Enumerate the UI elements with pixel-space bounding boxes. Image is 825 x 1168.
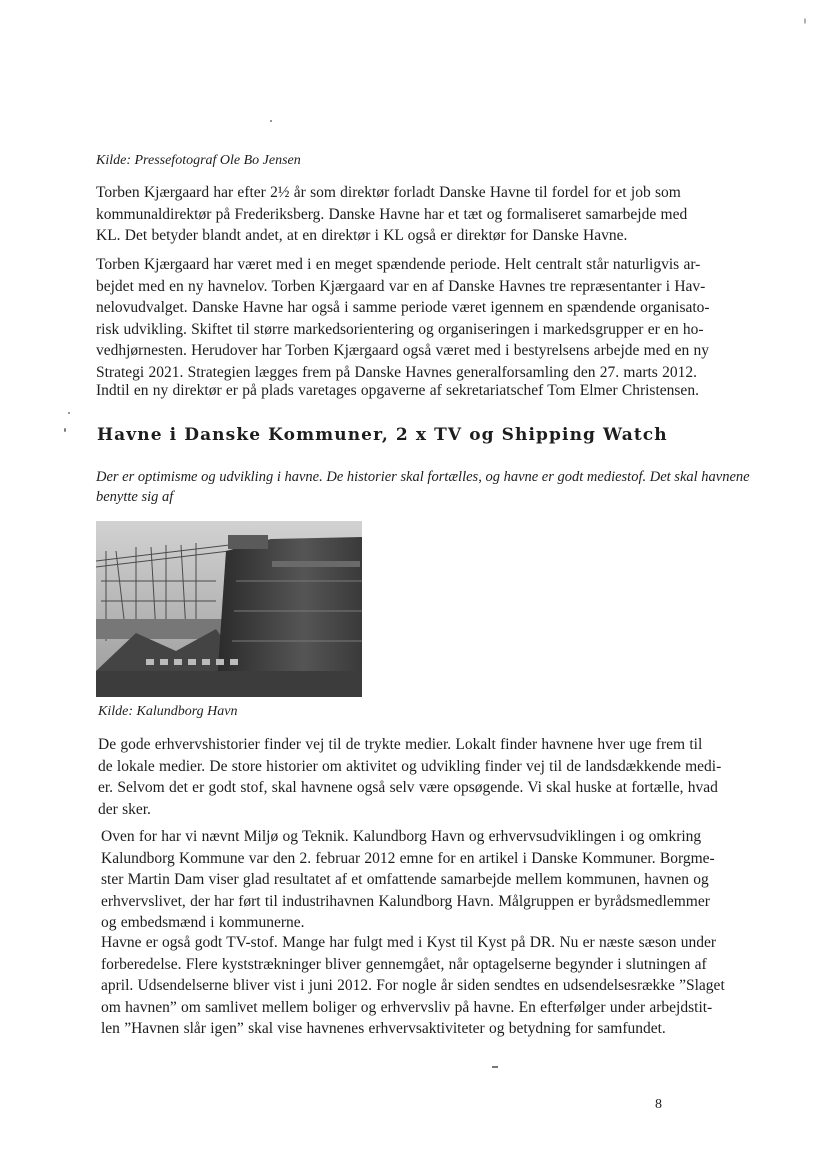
harbor-photo [96, 521, 362, 697]
text-line: kommunaldirektør på Frederiksberg. Danske Havne har et tæt og formaliseret samarbejde med [96, 205, 688, 223]
text-line: De gode erhvervshistorier finder vej til de trykte medier. Lokalt finder havnene hver uge frem til [98, 736, 703, 753]
paragraph-media [98, 734, 738, 820]
text-line: Torben Kjærgaard har efter 2½ år som direktør forladt Danske Havne til fordel for et job som [96, 184, 681, 201]
text-line: ster Martin Dam viser glad resultatet af et omfattende samarbejde mellem kommunen, havnen og [101, 871, 709, 888]
scan-speck [68, 412, 70, 414]
text-line: forberedelse. Flere kyststrækninger bliver gennemgået, når optagelserne begynder i slutningen af [101, 955, 707, 973]
text-line: Torben Kjærgaard har været med i en meget spændende periode. Helt centralt står naturligvis ar- [96, 256, 701, 273]
text-line: Oven for har vi nævnt Miljø og Teknik. Kalundborg Havn og erhvervsudviklingen i og omkring [101, 828, 702, 845]
section-heading: Havne i Danske Kommuner, 2 x TV og Shipping Watch [97, 425, 668, 445]
text-line: erhvervslivet, der har ført til industrihavnen Kalundborg Havn. Målgruppen er byrådsmedlemmer [101, 892, 710, 910]
text-line: Havne er også godt TV-stof. Mange har fulgt med i Kyst til Kyst på DR. Nu er næste sæson under [101, 934, 717, 951]
paragraph-tv [101, 932, 741, 1040]
page-number: 8 [655, 1097, 662, 1112]
text-line: bejdet med en ny havnelov. Torben Kjærgaard var en af Danske Havnes tre repræsentanter i Hav- [96, 277, 706, 295]
paragraph-director-leaves [96, 182, 721, 247]
text-line: len ”Havnen slår igen” skal vise havnenes erhvervsaktiviteter og betydning for samfundet. [101, 1020, 666, 1037]
lead-line: benytte sig af [96, 489, 174, 505]
paragraph-period [96, 254, 721, 383]
text-line: og embedsmænd i kommunerne. [101, 914, 305, 931]
text-line: vedhjørnesten. Herudover har Torben Kjærgaard også været med i bestyrelsens arbejde med en ny [96, 342, 710, 359]
text-line: Kalundborg Kommune var den 2. februar 2012 emne for en artikel i Danske Kommuner. Borgme- [101, 849, 715, 867]
scan-speck [270, 120, 272, 122]
scan-speck [804, 18, 806, 24]
text-line: risk udvikling. Skiftet til større markedsorientering og organiseringen i markedsgrupper er en ho- [96, 320, 704, 338]
section-lead [96, 467, 750, 507]
text-line: om havnen” om samlivet mellem boliger og erhvervsliv på havne. En efterfølger under arbejdstit- [101, 998, 713, 1016]
text-line: KL. Det betyder blandt andet, at en direktør i KL også er direktør for Danske Havne. [96, 227, 628, 244]
scan-speck [492, 1066, 498, 1068]
text-line: er. Selvom det er godt stof, skal havnene også selv være opsøgende. Vi skal huske at fortælle, hvad [98, 779, 718, 796]
paragraph-interim [96, 380, 736, 402]
photo-caption-kalundborg: Kilde: Kalundborg Havn [98, 704, 238, 719]
text-line: de lokale medier. De store historier om aktivitet og udvikling finder vej til de landsdækkende medi- [98, 757, 722, 775]
photo-caption-press: Kilde: Pressefotograf Ole Bo Jensen [96, 153, 301, 168]
paragraph-kalundborg [101, 826, 741, 934]
text-line: april. Udsendelserne bliver vist i juni 2012. For nogle år siden sendtes en udsendelsesrække ”Slaget [101, 977, 725, 994]
text-line: Indtil en ny direktør er på plads varetages opgaverne af sekretariatschef Tom Elmer Christensen. [96, 382, 699, 399]
text-line: Strategi 2021. Strategien lægges frem på Danske Havnes generalforsamling den 27. marts 2012. [96, 363, 697, 381]
text-line: der sker. [98, 800, 151, 818]
scan-speck [64, 428, 66, 432]
lead-line: Der er optimisme og udvikling i havne. De historier skal fortælles, og havne er godt mediestof. Det skal havnene [96, 469, 750, 485]
text-line: nelovudvalget. Danske Havne har også i samme periode været igennem en spændende organisato- [96, 299, 710, 316]
